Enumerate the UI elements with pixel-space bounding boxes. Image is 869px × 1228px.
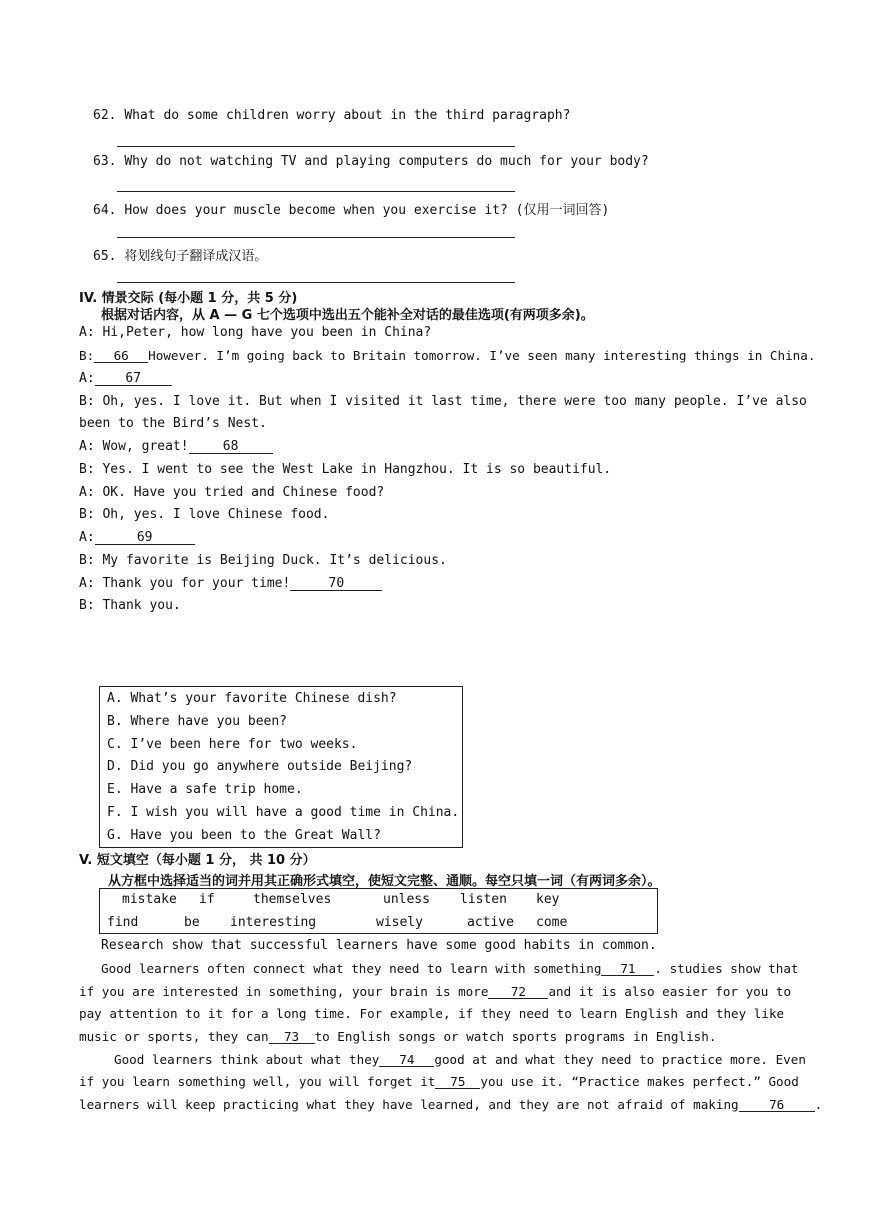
question-text: What do some children worry about in the third paragraph? xyxy=(124,108,571,123)
dialogue-line: B: Oh, yes. I love it. But when I visited it last time, there were too many people. I’ve also xyxy=(79,394,807,409)
question-number: 64. xyxy=(93,203,117,218)
word-box xyxy=(99,888,658,934)
dialogue-line xyxy=(79,439,273,454)
passage-text: learners will keep practicing what they have learned, and they are not afraid of making xyxy=(79,1097,739,1112)
blank-75[interactable]: 75 xyxy=(435,1075,480,1089)
blank-74[interactable]: 74 xyxy=(379,1053,434,1067)
passage-line xyxy=(101,961,798,976)
passage-text: to English songs or watch sports programs in English. xyxy=(314,1029,717,1044)
option-b: B. Where have you been? xyxy=(107,714,288,729)
word: wisely xyxy=(376,915,423,930)
passage-text: and it is also easier for you to xyxy=(548,984,792,999)
dialogue-line: A: Hi,Peter, how long have you been in China? xyxy=(79,325,432,340)
question-text: 将划线句子翻译成汉语。 xyxy=(124,249,268,264)
section-v-title: V. 短文填空（每小题 1 分， 共 10 分） xyxy=(79,853,316,868)
blank-68[interactable]: 68 xyxy=(189,440,273,454)
option-d: D. Did you go anywhere outside Beijing? xyxy=(107,759,413,774)
question-number: 65. xyxy=(93,249,117,264)
passage-text: Good learners often connect what they need to learn with something xyxy=(101,961,602,976)
blank-66[interactable]: 66 xyxy=(94,349,148,363)
passage-text: good at and what they need to practice more. Even xyxy=(434,1052,806,1067)
speaker: A: xyxy=(79,371,95,386)
question-number: 62. xyxy=(93,108,117,123)
option-a: A. What’s your favorite Chinese dish? xyxy=(107,691,397,706)
answer-line-65[interactable] xyxy=(117,282,515,283)
section-iv-instruction: 根据对话内容，从 A — G 七个选项中选出五个能补全对话的最佳选项(有两项多余)。 xyxy=(101,308,594,323)
dialogue-line: been to the Bird’s Nest. xyxy=(79,416,267,431)
dialogue-line xyxy=(79,371,172,386)
blank-67[interactable]: 67 xyxy=(95,372,172,386)
passage-line xyxy=(79,1074,799,1089)
section-iv-title: IV. 情景交际 (每小题 1 分，共 5 分) xyxy=(79,291,298,306)
passage-text: Good learners think about what they xyxy=(114,1052,380,1067)
passage-text: . xyxy=(814,1097,823,1112)
question-65 xyxy=(93,245,267,264)
word: listen xyxy=(460,892,507,907)
dialogue-line: B: Yes. I went to see the West Lake in Hangzhou. It is so beautiful. xyxy=(79,462,612,477)
question-63 xyxy=(93,154,649,169)
passage-line: Research show that successful learners have some good habits in common. xyxy=(101,938,657,953)
passage-line xyxy=(79,984,791,999)
passage-text: if you learn something well, you will forget it xyxy=(79,1074,436,1089)
word: active xyxy=(467,915,514,930)
answer-line-62[interactable] xyxy=(117,146,515,147)
passage-line: pay attention to it for a long time. For example, if they need to learn English and they like xyxy=(79,1006,785,1021)
answer-line-64[interactable] xyxy=(117,237,515,238)
blank-70[interactable]: 70 xyxy=(290,577,382,591)
option-g: G. Have you been to the Great Wall? xyxy=(107,828,381,843)
dialogue-line xyxy=(79,348,815,363)
options-box xyxy=(99,686,463,848)
dialogue-line: A: OK. Have you tried and Chinese food? xyxy=(79,485,385,500)
question-text: Why do not watching TV and playing computers do much for your body? xyxy=(124,154,649,169)
passage-text: you use it. “Practice makes perfect.” Good xyxy=(480,1074,799,1089)
dialogue-text: A: Thank you for your time! xyxy=(79,576,291,591)
blank-73[interactable]: 73 xyxy=(269,1030,315,1044)
word: unless xyxy=(383,892,430,907)
dialogue-line xyxy=(79,576,382,591)
question-62 xyxy=(93,108,570,123)
question-text: How does your muscle become when you exercise it? (仅用一词回答) xyxy=(124,203,610,218)
passage-text: . studies show that xyxy=(654,961,799,976)
option-f: F. I wish you will have a good time in China. xyxy=(107,805,460,820)
dialogue-text: However. I’m going back to Britain tomorrow. I’ve seen many interesting things in China. xyxy=(148,348,816,363)
speaker: B: xyxy=(79,348,95,363)
passage-line xyxy=(79,1097,822,1112)
word: if xyxy=(199,892,215,907)
word: be xyxy=(184,915,200,930)
answer-line-63[interactable] xyxy=(117,191,515,192)
word: mistake xyxy=(122,892,177,907)
passage-line xyxy=(114,1052,806,1067)
dialogue-line: B: Oh, yes. I love Chinese food. xyxy=(79,507,330,522)
blank-71[interactable]: 71 xyxy=(601,962,654,976)
passage-line xyxy=(79,1029,716,1044)
blank-69[interactable]: 69 xyxy=(95,531,195,545)
passage-text: if you are interested in something, your brain is more xyxy=(79,984,489,999)
passage-text: music or sports, they can xyxy=(79,1029,269,1044)
section-v-instruction: 从方框中选择适当的词并用其正确形式填空，使短文完整、通顺。每空只填一词（有两词多余）。 xyxy=(108,874,661,889)
word: themselves xyxy=(253,892,332,907)
speaker: A: xyxy=(79,530,95,545)
blank-72[interactable]: 72 xyxy=(488,985,548,999)
dialogue-line: B: My favorite is Beijing Duck. It’s delicious. xyxy=(79,553,447,568)
question-64 xyxy=(93,199,609,218)
word: key xyxy=(536,892,560,907)
word: find xyxy=(107,915,139,930)
question-number: 63. xyxy=(93,154,117,169)
blank-76[interactable]: 76 xyxy=(739,1098,815,1112)
dialogue-text: A: Wow, great! xyxy=(79,439,189,454)
dialogue-line xyxy=(79,530,195,545)
word: come xyxy=(536,915,568,930)
word: interesting xyxy=(230,915,317,930)
option-e: E. Have a safe trip home. xyxy=(107,782,303,797)
option-c: C. I’ve been here for two weeks. xyxy=(107,737,358,752)
dialogue-line: B: Thank you. xyxy=(79,598,181,613)
